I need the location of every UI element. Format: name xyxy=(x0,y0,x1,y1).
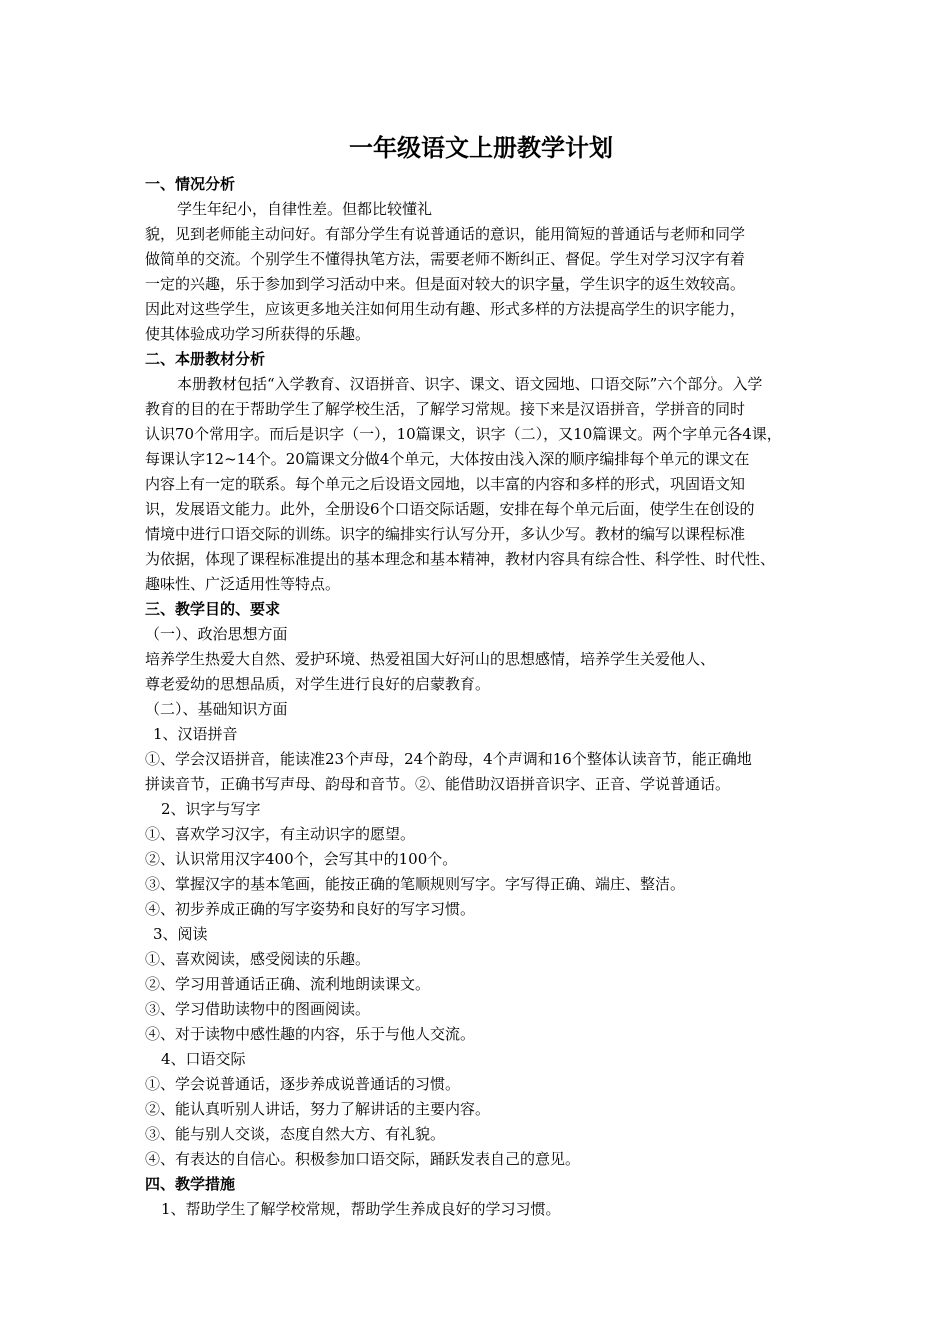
item-heading: 3、阅读 xyxy=(153,925,208,943)
paragraph-line: 培养学生热爱大自然、爱护环境、热爱祖国大好河山的思想感情，培养学生关爱他人、 xyxy=(145,650,716,668)
paragraph-line: 情境中进行口语交际的训练。识字的编排实行认写分开，多认少写。教材的编写以课程标准 xyxy=(145,525,746,543)
paragraph-line: 内容上有一定的联系。每个单元之后设语文园地，以丰富的内容和多样的形式，巩固语文知 xyxy=(145,475,746,493)
list-item: ①、喜欢学习汉字，有主动识字的愿望。 xyxy=(145,825,416,843)
paragraph-line: 做简单的交流。个别学生不懂得执笔方法，需要老师不断纠正、督促。学生对学习汉字有着 xyxy=(145,250,746,268)
item-heading: 2、识字与写字 xyxy=(161,800,261,818)
paragraph-line: 识，发展语文能力。此外，全册设6个口语交际话题，安排在每个单元后面，使学生在创设的 xyxy=(145,500,755,518)
section-heading-measures: 四、教学措施 xyxy=(145,1175,236,1193)
list-item: ④、初步养成正确的写字姿势和良好的写字习惯。 xyxy=(145,900,476,918)
list-item: 拼读音节，正确书写声母、韵母和音节。②、能借助汉语拼音识字、正音、学说普通话。 xyxy=(145,775,731,793)
paragraph-line: 教育的目的在于帮助学生了解学校生活，了解学习常规。接下来是汉语拼音，学拼音的同时 xyxy=(145,400,746,418)
list-item: ③、掌握汉字的基本笔画，能按正确的笔顺规则写字。字写得正确、端庄、整洁。 xyxy=(145,875,686,893)
paragraph-line: 为依据，体现了课程标准提出的基本理念和基本精神，教材内容具有综合性、科学性、时代性、 xyxy=(145,550,776,568)
subsection-heading: （二）、基础知识方面 xyxy=(145,700,288,718)
paragraph-line: 使其体验成功学习所获得的乐趣。 xyxy=(145,325,371,343)
section-heading-textbook: 二、本册教材分析 xyxy=(145,350,266,368)
document-page xyxy=(145,128,817,1222)
paragraph-line: 本册教材包括“入学教育、汉语拼音、识字、课文、语文园地、口语交际”六个部分。入学 xyxy=(177,375,763,393)
section-heading-situation: 一、情况分析 xyxy=(145,175,236,193)
paragraph-line: 一定的兴趣，乐于参加到学习活动中来。但是面对较大的识字量，学生识字的返生效较高。 xyxy=(145,275,746,293)
paragraph-line: 尊老爱幼的思想品质，对学生进行良好的启蒙教育。 xyxy=(145,675,491,693)
list-item: ①、喜欢阅读，感受阅读的乐趣。 xyxy=(145,950,371,968)
paragraph-line: 因此对这些学生，应该更多地关注如何用生动有趣、形式多样的方法提高学生的识字能力， xyxy=(145,300,746,318)
item-heading: 1、汉语拼音 xyxy=(153,725,238,743)
list-item: ②、能认真听别人讲话，努力了解讲话的主要内容。 xyxy=(145,1100,491,1118)
list-item: ②、认识常用汉字400个，会写其中的100个。 xyxy=(145,850,458,868)
list-item: ③、学习借助读物中的图画阅读。 xyxy=(145,1000,371,1018)
list-item: ①、学会说普通话，逐步养成说普通话的习惯。 xyxy=(145,1075,461,1093)
subsection-heading: （一）、政治思想方面 xyxy=(145,625,288,643)
list-item: ③、能与别人交谈，态度自然大方、有礼貌。 xyxy=(145,1125,446,1143)
paragraph-line: 认识70个常用字。而后是识字（一），10篇课文，识字（二），又10篇课文。两个字单元各4课， xyxy=(145,425,782,443)
list-item: ④、有表达的自信心。积极参加口语交际，踊跃发表自己的意见。 xyxy=(145,1150,581,1168)
list-item: ②、学习用普通话正确、流利地朗读课文。 xyxy=(145,975,431,993)
list-item: ①、学会汉语拼音，能读准23个声母，24个韵母，4个声调和16个整体认读音节，能正确地 xyxy=(145,750,752,768)
paragraph-line: 每课认字12~14个。20篇课文分做4个单元，大体按由浅入深的顺序编排每个单元的课文在 xyxy=(145,450,750,468)
paragraph-line: 学生年纪小，自律性差。但都比较懂礼 xyxy=(177,200,433,218)
item-heading: 4、口语交际 xyxy=(161,1050,246,1068)
list-item: ④、对于读物中感性趣的内容，乐于与他人交流。 xyxy=(145,1025,476,1043)
paragraph-line: 趣味性、广泛适用性等特点。 xyxy=(145,575,341,593)
section-heading-goals: 三、教学目的、要求 xyxy=(145,600,281,618)
paragraph-line: 貌，见到老师能主动问好。有部分学生有说普通话的意识，能用简短的普通话与老师和同学 xyxy=(145,225,746,243)
list-item: 1、帮助学生了解学校常规，帮助学生养成良好的学习习惯。 xyxy=(161,1200,561,1218)
page-title: 一年级语文上册教学计划 xyxy=(349,134,613,162)
